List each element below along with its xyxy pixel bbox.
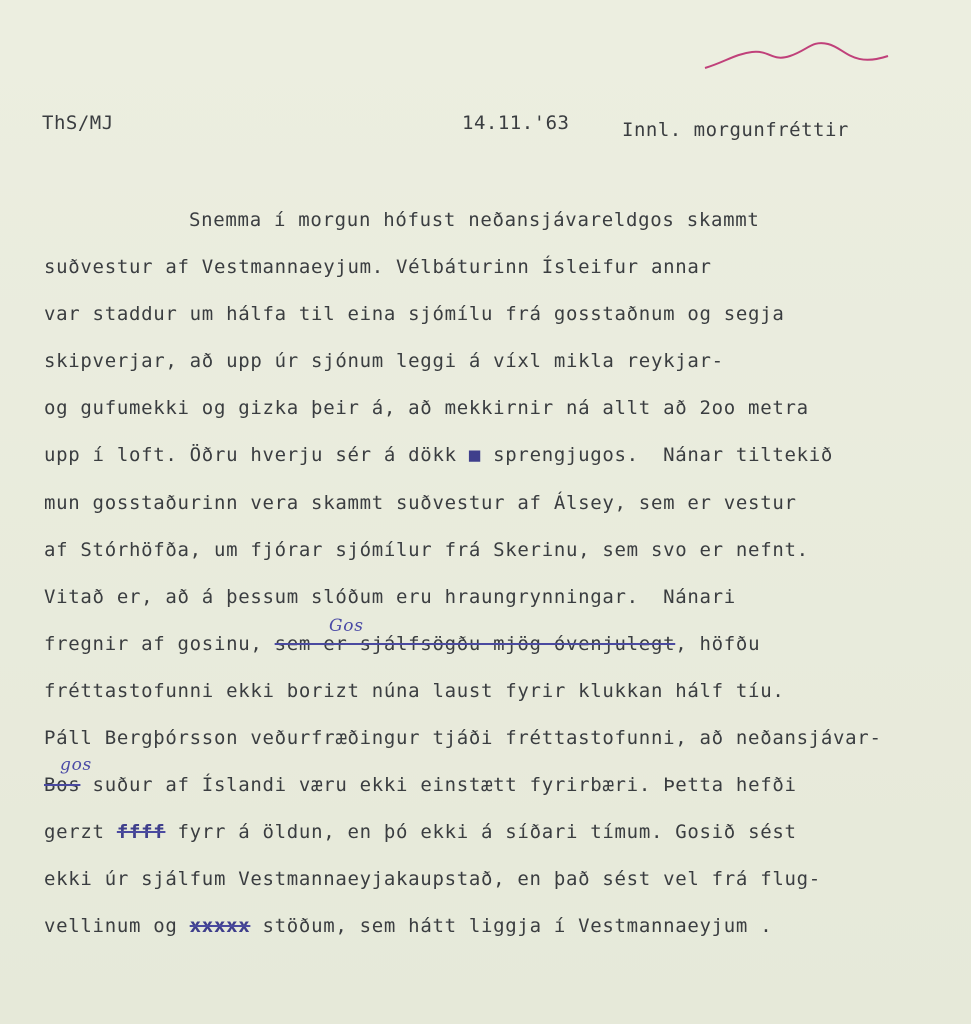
text-line: suðvestur af Vestmannaeyjum. Vélbáturinn Ísleifur annar (44, 256, 712, 279)
document-date: 14.11.'63 (462, 112, 570, 134)
text-segment: suður af Íslandi væru ekki einstætt fyrirbæri. Þetta hefði (80, 774, 797, 797)
text-line: skipverjar, að upp úr sjónum leggi á víxl mikla reykjar- (44, 350, 724, 373)
text-line: og gufumekki og gizka þeir á, að mekkirnir ná allt að 2oo metra (44, 397, 809, 420)
text-segment: gerzt (44, 821, 117, 844)
text-line: fréttastofunni ekki borizt núna laust fyrir klukkan hálf tíu. (44, 679, 785, 702)
typed-correction: ■ (468, 444, 482, 467)
text-line: ekki úr sjálfum Vestmannaeyjakaupstað, en það sést vel frá flug- (44, 868, 821, 891)
text-line (44, 809, 971, 856)
text-line: Vitað er, að á þessum slóðum eru hraungrynningar. Nánari (44, 585, 736, 608)
text-segment: sprengjugos. Nánar tiltekið (481, 444, 834, 467)
text-segment: , höfðu (675, 632, 761, 655)
author-initials: ThS/MJ (42, 112, 114, 134)
struck-text: sem er sjálfsögðu mjög óvenjulegt (274, 632, 676, 655)
text-segment: upp í loft. Öðru hverju sér á dökk (44, 444, 457, 467)
text-segment: fregnir af gosinu, (44, 632, 275, 655)
text-segment: stöðum, sem hátt liggja í Vestmannaeyjum . (250, 915, 773, 938)
text-line (44, 432, 971, 479)
struck-text: xxxxx (189, 915, 251, 938)
text-line: af Stórhöfða, um fjórar sjómílur frá Skerinu, sem svo er nefnt. (44, 538, 809, 561)
text-line: Snemma í morgun hófust neðansjávareldgos skammt (189, 209, 760, 231)
text-segment: fyrr á öldun, en þó ekki á síðari tímum. Gosið sést (165, 821, 797, 844)
struck-text: ffff (116, 821, 166, 844)
section-title: Innl. morgunfréttir (622, 119, 849, 141)
handwritten-correction: Gos (329, 615, 364, 636)
handwritten-correction: gos (60, 755, 92, 776)
text-segment: vellinum og (44, 915, 190, 938)
text-line: var staddur um hálfa til eina sjómílu frá gosstaðnum og segja (44, 303, 785, 326)
text-line: Páll Bergþórsson veðurfræðingur tjáði fréttastofunni, að neðansjávar- (44, 727, 882, 750)
text-line (44, 615, 971, 668)
text-line (44, 903, 971, 950)
text-line: mun gosstaðurinn vera skammt suðvestur af Álsey, sem er vestur (44, 491, 797, 514)
text-line (44, 755, 971, 809)
news-body (44, 197, 971, 951)
struck-text: Bos (44, 774, 81, 797)
